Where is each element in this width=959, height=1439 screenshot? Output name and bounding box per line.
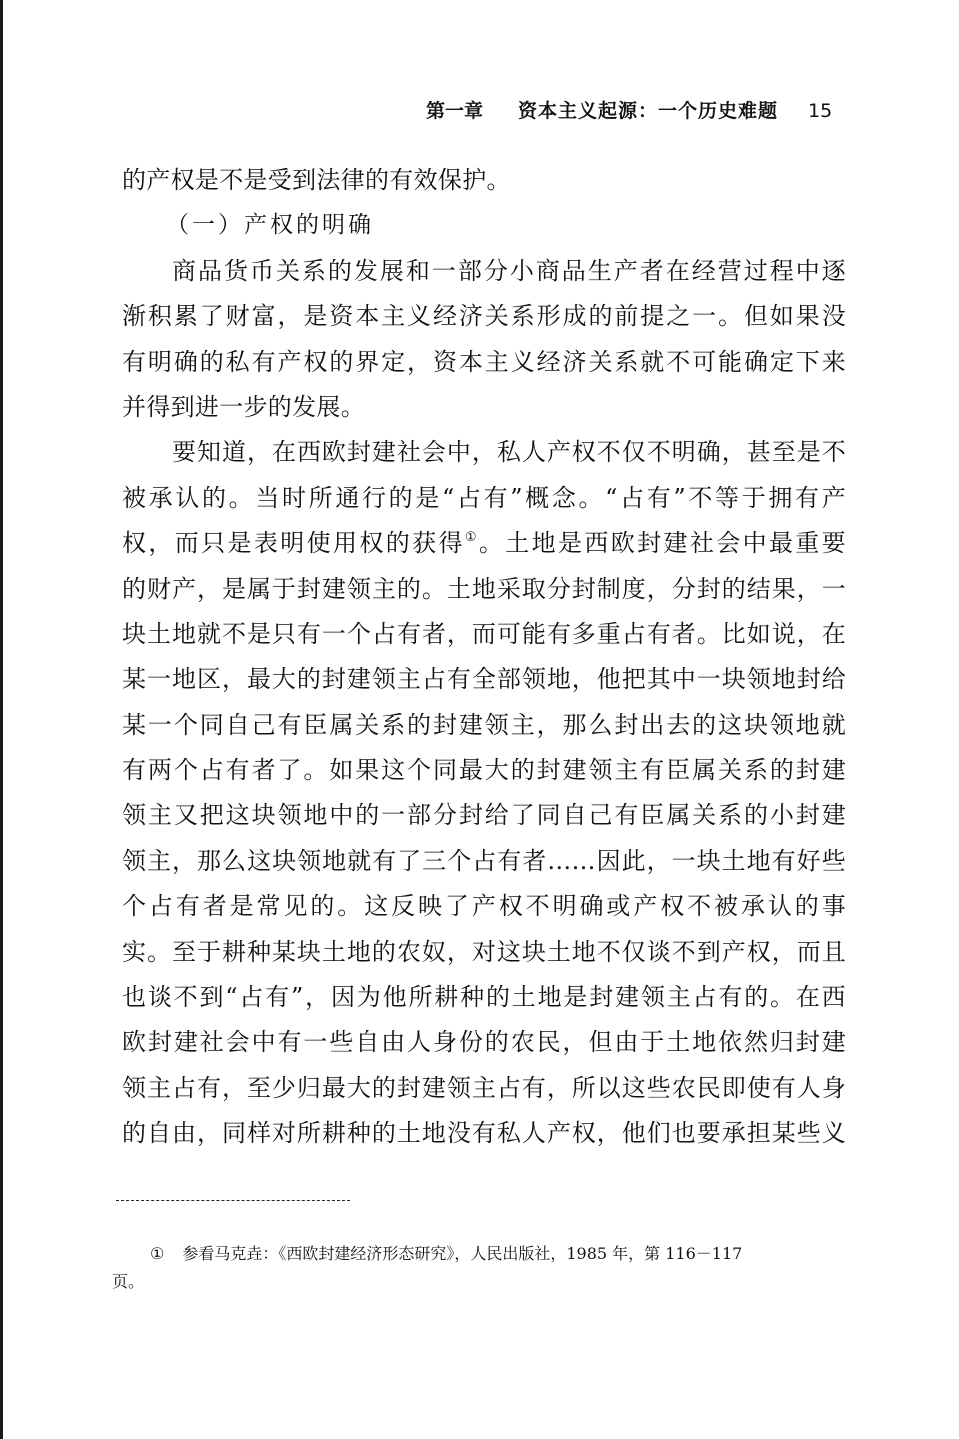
chapter-title: 资本主义起源：一个历史难题 (518, 100, 779, 122)
scan-edge (0, 0, 3, 1439)
text-line: 领主又把这块领地中的一部分封给了同自己有臣属关系的小封建 (122, 801, 846, 830)
footnote-text: 参看马克垚：《西欧封建经济形态研究》，人民出版社，1985 年，第 116－117 (182, 1244, 743, 1263)
footnote-reference[interactable]: ① (464, 530, 479, 546)
footnote-line: 页。 (112, 1272, 145, 1291)
chapter-label: 第一章 (426, 100, 484, 122)
text-line: 实。至于耕种某块土地的农奴，对这块土地不仅谈不到产权，而且 (122, 937, 846, 966)
text-line: 欧封建社会中有一些自由人身份的农民，但由于土地依然归封建 (122, 1028, 846, 1057)
footnote-line (112, 1240, 836, 1268)
running-head (410, 96, 840, 126)
text-line-with-note (122, 521, 846, 566)
text-line: 有明确的私有产权的界定，资本主义经济关系就不可能确定下来 (122, 347, 846, 376)
text-line: 某一地区，最大的封建领主占有全部领地，他把其中一块领地封给 (122, 665, 846, 694)
body-text (122, 158, 846, 1157)
text-line: 商品货币关系的发展和一部分小商品生产者在经营过程中逐 (172, 256, 846, 285)
text-line: 被承认的。当时所通行的是“占有”概念。“占有”不等于拥有产 (122, 483, 846, 512)
text-line: 并得到进一步的发展。 (122, 392, 365, 421)
text-line: 要知道，在西欧封建社会中，私人产权不仅不明确，甚至是不 (172, 438, 846, 467)
footnote-divider (116, 1200, 350, 1201)
text-segment: 权，而只是表明使用权的获得 (122, 529, 465, 558)
text-line: 也谈不到“占有”，因为他所耕种的土地是封建领主占有的。在西 (122, 983, 846, 1012)
text-line: 的自由，同样对所耕种的土地没有私人产权，他们也要承担某些义 (122, 1119, 846, 1148)
text-line: 个占有者是常见的。这反映了产权不明确或产权不被承认的事 (122, 892, 846, 921)
text-segment: 。土地是西欧封建社会中最重要 (478, 529, 846, 558)
text-line: 块土地就不是只有一个占有者，而可能有多重占有者。比如说，在 (122, 619, 846, 648)
text-line: 的产权是不是受到法律的有效保护。 (122, 166, 511, 194)
text-line: 渐积累了财富，是资本主义经济关系形成的前提之一。但如果没 (122, 302, 846, 331)
text-line: 某一个同自己有臣属关系的封建领主，那么封出去的这块领地就 (122, 710, 846, 739)
page-number: 15 (808, 100, 833, 122)
section-heading: （一）产权的明确 (166, 212, 374, 239)
text-line: 的财产，是属于封建领主的。土地采取分封制度，分封的结果，一 (122, 574, 846, 603)
text-line: 领主占有，至少归最大的封建领主占有，所以这些农民即使有人身 (122, 1073, 846, 1102)
footnote-marker: ① (150, 1244, 165, 1263)
text-line: 领主，那么这块领地就有了三个占有者……因此，一块土地有好些 (122, 846, 846, 875)
text-line: 有两个占有者了。如果这个同最大的封建领主有臣属关系的封建 (122, 756, 846, 785)
footnote (112, 1240, 836, 1296)
